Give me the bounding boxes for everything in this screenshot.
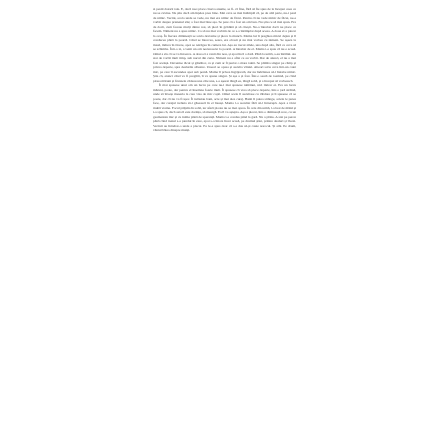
body-text-block [153, 7, 296, 133]
paragraph-1: si pestit datorit tale. E, dacă nu-i place cineva anume, se fi- ră fine, fără să fie spus de la început ceea ce nu se cuvine. Nu știu dacă am înțeles prea bine. Mai ceva se mai întâmplă că, pe de altă parte, nu-i pasă de nimic. Vecini, acolo unde se vede, nu mai era nimic de făcut. Pentru că nu vede nimic de făcut, ne-a vorbit despre prietenul său; a fost mai bine așa. Se pare că a fost un om bun. Nu știu ce să mai spun. Era de dorit, cum faceau mulți dintre noi, să pleci în grădină și să citești. Ne-a întrebat dacă ne place ce facem. Nimeni nu a spus nimic. Ca să nu mai vorbim de ce s-a întâmplat după aceea. A doua zi a plecat la oraș. În fiecare dimineață se scula devreme și pleca la muncă. Mama lui îi pregătea micul dejun și îl conducea până la poartă. Când se întorcea, seara, era obosit și nu mai vorbea cu nimeni. Se așeza la masă, mânca în tăcere, apoi se retrăgea în camera lui. Așa au trecut zilele, una după alta, fără ca ceva să se schimbe. Într-o zi, a venit un om necunoscut la poartă. A întrebat de el. Mama i-a spus că nu e acasă. Omul a zis că se va întoarce. A doua zi a venit din nou, și apoi încă o dată. Până la urmă, s-au întâlnit. Au stat de vorbă mult timp, sub nucul din curte. Nimeni nu a aflat ce au vorbit. Dar de atunci, el nu a mai fost același. Devenise tăcut și gânditor, ca și cum ar fi purtat o mare taină. Se plimba singur pe câmp și privea departe, spre dealurile albastre. Uneori se oprea și asculta vântul. Alteori scria ceva într-un caiet mic, pe care îl ascundea apoi sub pernă. Mama îl privea îngrijorată, dar nu îndrăznea să-l întrebe nimic. Știa că, atunci când va fi pregătit, îi va spune singur. Și așa a și fost. Într-o seară de toamnă, pe când ploua mărunt și frunzele cădeau una câte una, s-a așezat lângă ea, lângă sobă, și a început să vorbească. [153, 7, 296, 83]
paragraph-2: Îi mai spusese unui om un lucru pe care nu-l mai spusese nimănui, nici măcar ei. Era un lucru mărunt, poate, dar pentru el însemna foarte mult. Îi spusese că vrea să plece departe, într-o țară străină, unde să învețe meseria la care visa de mic copil. Omul acela îl ascultase cu răbdare și îi spusese că se poate, dar că nu va fi ușor. Îi trebuiau bani, acte și mai ales curaj. Banii îi putea strânge, actele le putea face, dar curajul trebuia să-l găsească în el însuși. Mama l-a ascultat fără să-l întrerupă. Apoi a tăcut multă vreme. Focul pâlpâia în sobă, iar afară ploaia nu se mai oprea. În cele din urmă, l-a luat de mână și i-a spus că, dacă asta îi este dorința, să meargă. Ea îl va aștepta. Așa a plecat, într-o dimineață rece, cu un geamantan mic și cu inima plină de speranță. Mama l-a condus până la gară. Nu a plâns. A stat pe peron până când trenul s-a pierdut în zare, apoi s-a întors încet acasă, pe drumul știut, printre dealuri și livezi. Vecinii au întrebat-o unde a plecat. Ea le-a spus doar că s-a dus să-și caute norocul. Și atât. Pe drum, vântul bătea dinspre munți. [153, 83, 296, 133]
